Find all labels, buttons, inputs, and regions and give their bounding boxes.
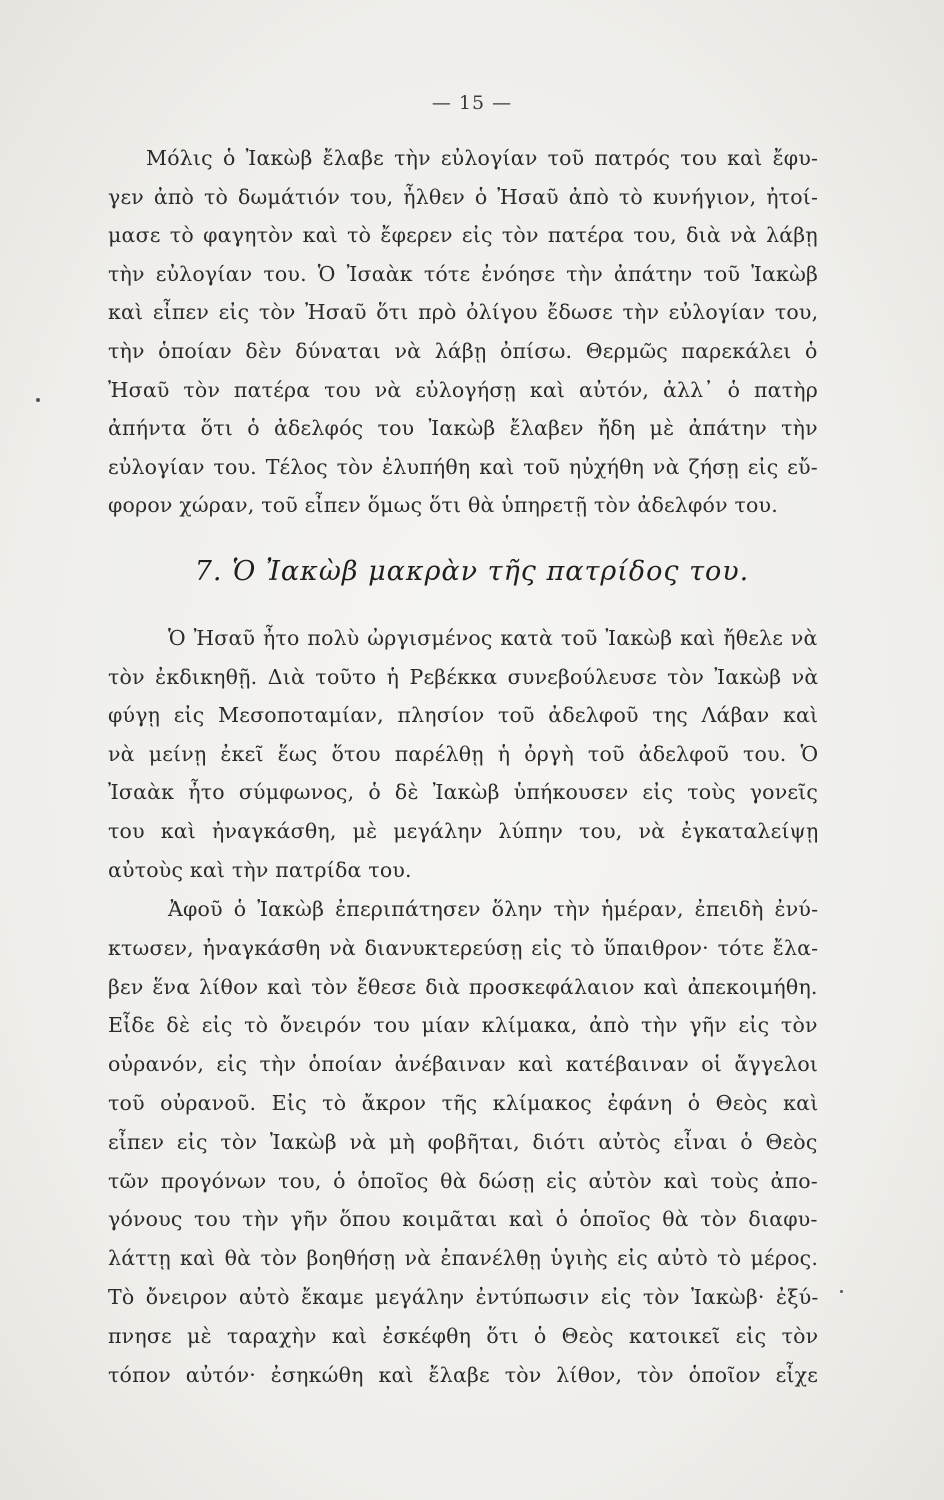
text-line: Μόλις ὁ Ἰακὼβ ἔλαβε τὴν εὐλογίαν τοῦ πατρός του καὶ ἔφυ- [146,146,819,170]
text-line: τόπον αὐτόν· ἐσηκώθη καὶ ἔλαβε τὸν λίθον, τὸν ὁποῖον εἶχε [108,1362,819,1387]
text-line: εἶπεν εἰς τὸν Ἰακὼβ νὰ μὴ φοβῆται, διότι αὐτὸς εἶναι ὁ Θεὸς [108,1129,818,1154]
print-speck [36,398,40,402]
text-line: γόνους του τὴν γῆν ὅπου κοιμᾶται καὶ ὁ ὁποῖος θὰ τὸν διαφυ- [108,1207,818,1232]
text-line: βεν ἕνα λίθον καὶ τὸν ἔθεσε διὰ προσκεφάλαιον καὶ ἀπεκοιμήθη. [108,974,818,999]
text-line: τὸν ἐκδικηθῇ. Διὰ τοῦτο ἡ Ρεβέκκα συνεβούλευσε τὸν Ἰακὼβ νὰ [108,664,819,689]
text-line: ἀπήντα ὅτι ὁ ἀδελφός του Ἰακὼβ ἔλαβεν ἤδη μὲ ἀπάτην τὴν [108,416,818,441]
text-line: του καὶ ἠναγκάσθη, μὲ μεγάλην λύπην του, νὰ ἐγκαταλείψῃ [108,819,819,843]
text-line: τὴν εὐλογίαν του. Ὁ Ἰσαὰκ τότε ἐνόησε τὴν ἀπάτην τοῦ Ἰακὼβ [108,261,819,286]
chapter-heading: 7. Ὁ Ἰακὼβ μακρὰν τῆς πατρίδος του. [194,556,750,587]
text-line: αὐτοὺς καὶ τὴν πατρίδα του. [108,857,412,882]
print-speck [840,1290,843,1293]
text-line: γεν ἀπὸ τὸ δωμάτιόν του, ἦλθεν ὁ Ἠσαῦ ἀπὸ τὸ κυνήγιον, ἠτοί- [108,184,819,209]
text-line: Ἀφοῦ ὁ Ἰακὼβ ἐπεριπάτησεν ὅλην τὴν ἡμέραν, ἐπειδὴ ἐνύ- [168,897,819,921]
text-line: τὴν ὁποίαν δὲν δύναται νὰ λάβῃ ὀπίσω. Θερμῶς παρεκάλει ὁ [108,339,818,363]
text-line: πνησε μὲ ταραχὴν καὶ ἐσκέφθη ὅτι ὁ Θεὸς κατοικεῖ εἰς τὸν [108,1323,819,1348]
text-line: εὐλογίαν του. Τέλος τὸν ἐλυπήθη καὶ τοῦ ηὐχήθη νὰ ζήσῃ εἰς εὔ- [108,454,818,479]
text-line: μασε τὸ φαγητὸν καὶ τὸ ἔφερεν εἰς τὸν πατέρα του, διὰ νὰ λάβῃ [108,223,818,248]
text-line: φύγῃ εἰς Μεσοποταμίαν, πλησίον τοῦ ἀδελφοῦ της Λάβαν καὶ [108,703,819,728]
text-line: λάττῃ καὶ θὰ τὸν βοηθήσῃ νὰ ἐπανέλθῃ ὑγιὴς εἰς αὐτὸ τὸ μέρος. [108,1246,819,1271]
page-number: — 15 — [431,92,513,114]
text-line: τῶν προγόνων του, ὁ ὁποῖος θὰ δώσῃ εἰς αὐτὸν καὶ τοὺς ἀπο- [108,1168,818,1193]
text-line: καὶ εἶπεν εἰς τὸν Ἠσαῦ ὅτι πρὸ ὀλίγου ἔδωσε τὴν εὐλογίαν του, [108,300,819,325]
text-line: Ὁ Ἠσαῦ ἦτο πολὺ ὠργισμένος κατὰ τοῦ Ἰακὼβ καὶ ἤθελε νὰ [168,626,818,650]
text-line: Εἶδε δὲ εἰς τὸ ὄνειρόν του μίαν κλίμακα, ἀπὸ τὴν γῆν εἰς τὸν [108,1013,818,1038]
text-line: τοῦ οὐρανοῦ. Εἰς τὸ ἄκρον τῆς κλίμακος ἐφάνη ὁ Θεὸς καὶ [108,1091,819,1115]
text-line: Ἠσαῦ τὸν πατέρα του νὰ εὐλογήσῃ καὶ αὐτόν, ἀλλ᾽ ὁ πατὴρ [108,377,818,402]
text-line: νὰ μείνῃ ἐκεῖ ἕως ὅτου παρέλθῃ ἡ ὀργὴ τοῦ ἀδελφοῦ του. Ὁ [108,741,819,766]
text-line: Τὸ ὄνειρον αὐτὸ ἔκαμε μεγάλην ἐντύπωσιν εἰς τὸν Ἰακὼβ· ἐξύ- [108,1285,819,1309]
text-line: οὐρανόν, εἰς τὴν ὁποίαν ἀνέβαιναν καὶ κατέβαιναν οἱ ἄγγελοι [108,1052,819,1077]
text-line: κτωσεν, ἠναγκάσθη νὰ διανυκτερεύσῃ εἰς τὸ ὕπαιθρον· τότε ἔλα- [108,935,819,960]
text-line: φορον χώραν, τοῦ εἶπεν ὅμως ὅτι θὰ ὑπηρετῇ τὸν ἀδελφόν του. [108,493,778,518]
text-line: Ἰσαὰκ ἦτο σύμφωνος, ὁ δὲ Ἰακὼβ ὑπήκουσεν εἰς τοὺς γονεῖς [108,780,819,805]
